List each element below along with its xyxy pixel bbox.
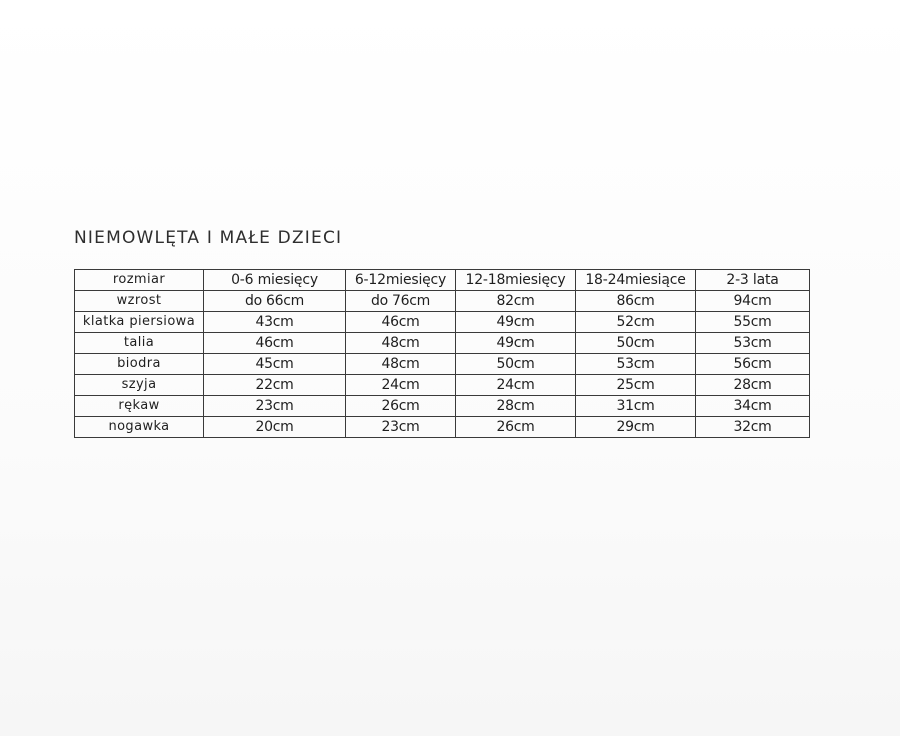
table-row xyxy=(75,375,810,396)
row-label-cell: szyja xyxy=(75,375,204,396)
value-cell: 94cm xyxy=(696,291,810,312)
value-cell: 46cm xyxy=(346,312,456,333)
value-cell: 48cm xyxy=(346,354,456,375)
value-cell: 53cm xyxy=(576,354,696,375)
value-cell: 48cm xyxy=(346,333,456,354)
table-header-row xyxy=(75,270,810,291)
value-cell: 45cm xyxy=(204,354,346,375)
value-cell: 22cm xyxy=(204,375,346,396)
size-table xyxy=(74,269,810,438)
value-cell: 23cm xyxy=(204,396,346,417)
table-row xyxy=(75,291,810,312)
value-cell: 29cm xyxy=(576,417,696,438)
value-cell: 49cm xyxy=(456,333,576,354)
value-cell: 28cm xyxy=(456,396,576,417)
table-row xyxy=(75,333,810,354)
row-label-cell: klatka piersiowa xyxy=(75,312,204,333)
header-cell: 0-6 miesięcy xyxy=(204,270,346,291)
value-cell: 43cm xyxy=(204,312,346,333)
value-cell: 49cm xyxy=(456,312,576,333)
header-cell: 2-3 lata xyxy=(696,270,810,291)
header-cell: 18-24miesiące xyxy=(576,270,696,291)
value-cell: do 66cm xyxy=(204,291,346,312)
row-label-cell: talia xyxy=(75,333,204,354)
value-cell: do 76cm xyxy=(346,291,456,312)
value-cell: 25cm xyxy=(576,375,696,396)
value-cell: 55cm xyxy=(696,312,810,333)
value-cell: 52cm xyxy=(576,312,696,333)
row-label-cell: wzrost xyxy=(75,291,204,312)
value-cell: 50cm xyxy=(456,354,576,375)
value-cell: 20cm xyxy=(204,417,346,438)
value-cell: 86cm xyxy=(576,291,696,312)
value-cell: 32cm xyxy=(696,417,810,438)
table-row xyxy=(75,312,810,333)
value-cell: 46cm xyxy=(204,333,346,354)
table-row xyxy=(75,417,810,438)
value-cell: 82cm xyxy=(456,291,576,312)
value-cell: 26cm xyxy=(346,396,456,417)
table-row xyxy=(75,396,810,417)
value-cell: 23cm xyxy=(346,417,456,438)
row-label-cell: biodra xyxy=(75,354,204,375)
header-label-cell: rozmiar xyxy=(75,270,204,291)
header-cell: 6-12miesięcy xyxy=(346,270,456,291)
row-label-cell: nogawka xyxy=(75,417,204,438)
value-cell: 26cm xyxy=(456,417,576,438)
value-cell: 53cm xyxy=(696,333,810,354)
value-cell: 28cm xyxy=(696,375,810,396)
value-cell: 50cm xyxy=(576,333,696,354)
row-label-cell: rękaw xyxy=(75,396,204,417)
table-row xyxy=(75,354,810,375)
page-title: NIEMOWLĘTA I MAŁE DZIECI xyxy=(74,228,343,248)
value-cell: 24cm xyxy=(456,375,576,396)
value-cell: 34cm xyxy=(696,396,810,417)
value-cell: 24cm xyxy=(346,375,456,396)
header-cell: 12-18miesięcy xyxy=(456,270,576,291)
value-cell: 31cm xyxy=(576,396,696,417)
value-cell: 56cm xyxy=(696,354,810,375)
